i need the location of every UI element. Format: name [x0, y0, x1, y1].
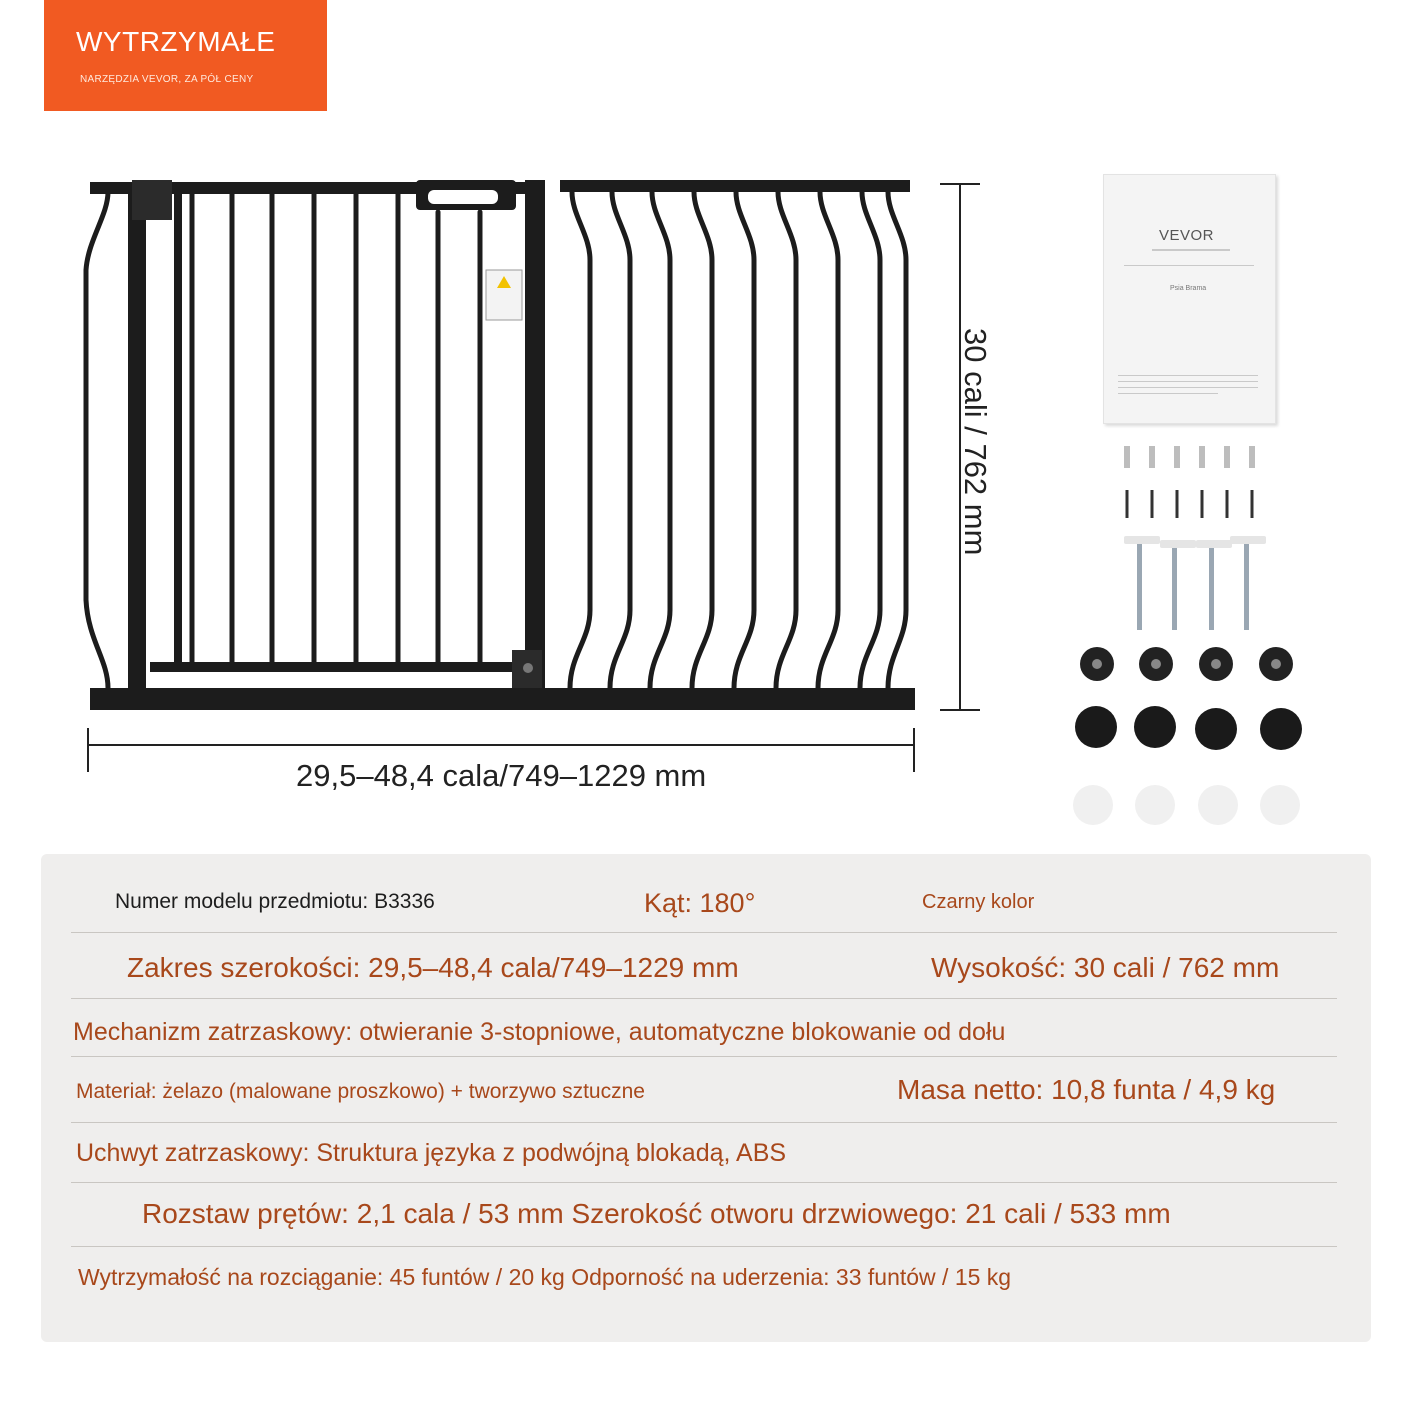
manual-brand: VEVOR	[1159, 227, 1215, 244]
manual-text-line	[1118, 387, 1258, 388]
row-divider	[71, 1182, 1337, 1183]
manual-text-line	[1152, 249, 1230, 251]
badge-subtitle: NARZĘDZIA VEVOR, ZA PÓŁ CENY	[80, 74, 254, 85]
spec-net-weight: Masa netto: 10,8 funta / 4,9 kg	[897, 1074, 1276, 1105]
spec-angle: Kąt: 180°	[644, 888, 756, 918]
row-divider	[71, 998, 1337, 999]
spec-color: Czarny kolor	[922, 891, 1035, 913]
manual-title: Psia Brama	[1170, 285, 1207, 292]
row-divider	[71, 1056, 1337, 1057]
spec-strength: Wytrzymałość na rozciąganie: 45 funtów / 20 kg Odporność na uderzenia: 33 funtów / 15 kg	[78, 1264, 1012, 1290]
spec-material: Materiał: żelazo (malowane proszkowo) + tworzywo sztuczne	[76, 1080, 645, 1103]
badge-title: WYTRZYMAŁE	[76, 26, 276, 57]
manual-text-line	[1118, 375, 1258, 376]
row-divider	[71, 1246, 1337, 1247]
specifications-panel	[41, 854, 1371, 1342]
spec-latch-handle: Uchwyt zatrzaskowy: Struktura języka z podwójną blokadą, ABS	[76, 1139, 787, 1167]
spec-model-number: Numer modelu przedmiotu: B3336	[115, 890, 435, 913]
height-dimension-label: 30 cali / 762 mm	[958, 328, 993, 556]
instruction-manual	[1103, 174, 1276, 424]
spec-bar-spacing: Rozstaw prętów: 2,1 cala / 53 mm Szerokość otworu drzwiowego: 21 cali / 533 mm	[142, 1198, 1171, 1229]
spec-latch-mechanism: Mechanizm zatrzaskowy: otwieranie 3-stopniowe, automatyczne blokowanie od dołu	[73, 1018, 1006, 1046]
manual-text-line	[1118, 381, 1258, 382]
manual-text-line	[1124, 265, 1254, 266]
spec-height: Wysokość: 30 cali / 762 mm	[931, 952, 1280, 983]
row-divider	[71, 1122, 1337, 1123]
manual-text-line	[1118, 393, 1218, 394]
spec-width-range: Zakres szerokości: 29,5–48,4 cala/749–1229 mm	[127, 952, 739, 983]
width-dimension-label: 29,5–48,4 cala/749–1229 mm	[296, 758, 707, 793]
row-divider	[71, 932, 1337, 933]
